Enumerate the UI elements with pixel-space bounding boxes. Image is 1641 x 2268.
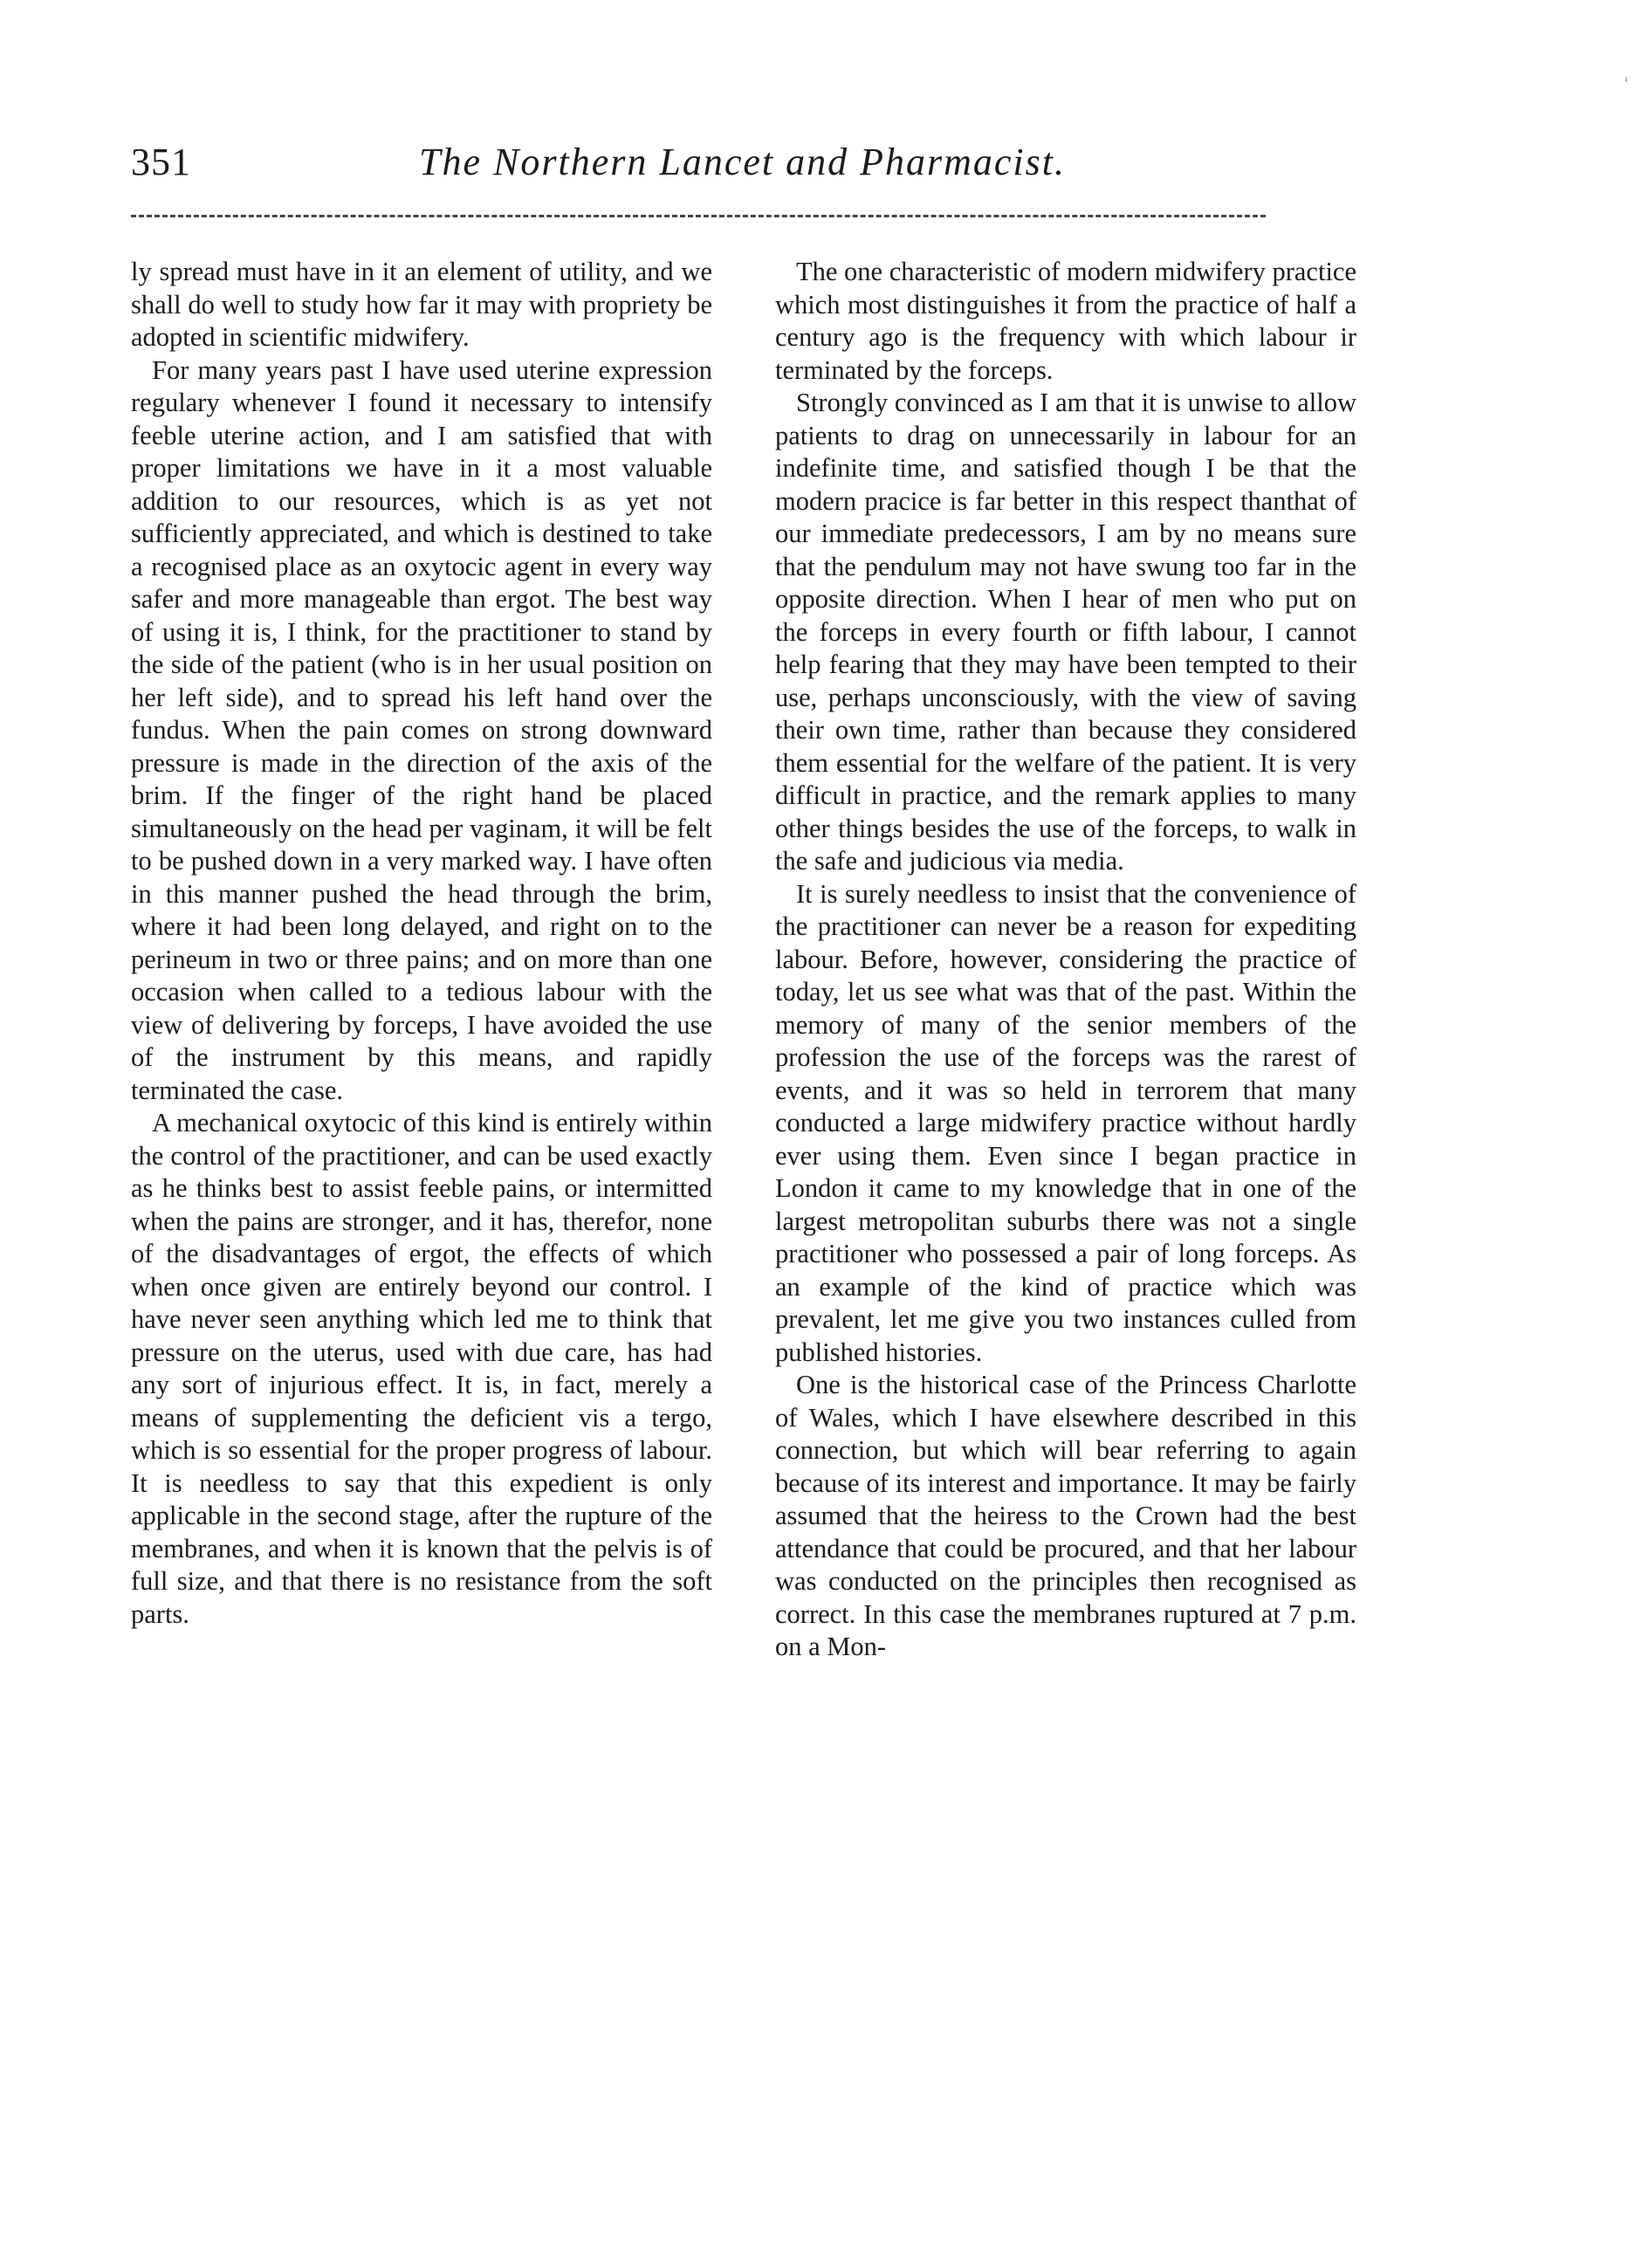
left-paragraph-3: A mechanical oxytocic of this kind is entirely within the control of the practitioner, and can be used exactly as he thinks best to assist feeble pains, or intermitted when the pains are stronger, and it has, therefor, none of the disadvantages of ergot, the effects of which when once given are entirely beyond our control. I have never seen anything which led me to think that pressure on the uterus, used with due care, has had any sort of injurious effect. It is, in fact, merely a means of supplementing the deficient vis a tergo, which is so essential for the proper progress of labour. It is needless to say that this expedient is only applicable in the second stage, after the rupture of the membranes, and when it is known that the pelvis is of full size, and that there is no resistance from the soft parts. — [131, 1108, 712, 1629]
right-paragraph-3: It is surely needless to insist that the convenience of the practitioner can never be a reason for expediting labour. Before, however, considering the practice of today, let us see what was that of the past. Within the memory of many of the senior members of the profession the use of the forceps was the rarest of events, and it was so held in terrorem that many conducted a large midwifery practice without hardly ever using them. Even since I began practice in London it came to my knowledge that in one of the largest metropolitan suburbs there was not a single practitioner who possessed a pair of long forceps. As an example of the kind of practice which was prevalent, let me give you two instances culled from published histories. — [775, 878, 1356, 1367]
right-paragraph-4: One is the historical case of the Princess Charlotte of Wales, which I have elsewhere described in this connection, but which will bear referring to again because of its interest and importance. It may be fairly assumed that the heiress to the Crown had the best attendance that could be procured, and that her labour was conducted on the principles then recognised as correct. In this case the membranes ruptured at 7 p.m. on a Mon- — [775, 1370, 1356, 1661]
header-rule — [131, 215, 1266, 217]
left-paragraph-1: ly spread must have in it an element of utility, and we shall do well to study how far it may with propriety be adopted in scientific midwifery. — [131, 257, 712, 352]
left-column — [131, 256, 712, 1631]
right-paragraph-1: The one characteristic of modern midwifery practice which most distinguishes it from the practice of half a century ago is the frequency with which labour ir terminated by the forceps. — [775, 257, 1356, 385]
right-paragraph-2: Strongly convinced as I am that it is unwise to allow patients to drag on unnecessarily in labour for an indefinite time, and satisfied though I be that the modern pracice is far better in this respect thanthat of our immediate predecessors, I am by no means sure that the pendulum may not have swung too far in the opposite direction. When I hear of men who put on the forceps in every fourth or fifth labour, I cannot help fearing that they may have been tempted to their use, perhaps unconsciously, with the view of saving their own time, rather than because they considered them essential for the welfare of the patient. It is very difficult in practice, and the remark applies to many other things besides the use of the forceps, to walk in the safe and judicious via media. — [775, 388, 1356, 876]
left-paragraph-2: For many years past I have used uterine expression regulary whenever I found it necessary to intensify feeble uterine action, and I am satisfied that with proper limitations we have in it a most valuable addition to our resources, which is as yet not sufficiently appreciated, and which is destined to take a recognised place as an oxytocic agent in every way safer and more manageable than ergot. The best way of using it is, I think, for the practitioner to stand by the side of the patient (who is in her usual position on her left side), and to spread his left hand over the fundus. When the pain comes on strong downward pressure is made in the direction of the axis of the brim. If the finger of the right hand be placed simultaneously on the head per vaginam, it will be felt to be pushed down in a very marked way. I have often in this manner pushed the head through the brim, where it had been long delayed, and right on to the perineum in two or three pains; and on more than one occasion when called to a tedious labour with the view of delivering by forceps, I have avoided the use of the instrument by this means, and rapidly terminated the case. — [131, 354, 712, 1105]
stray-mark — [1625, 77, 1627, 82]
right-column — [775, 256, 1356, 1664]
page-number: 351 — [131, 141, 191, 183]
running-title: The Northern Lancet and Pharmacist. — [419, 141, 1066, 183]
page-header — [131, 140, 1266, 192]
